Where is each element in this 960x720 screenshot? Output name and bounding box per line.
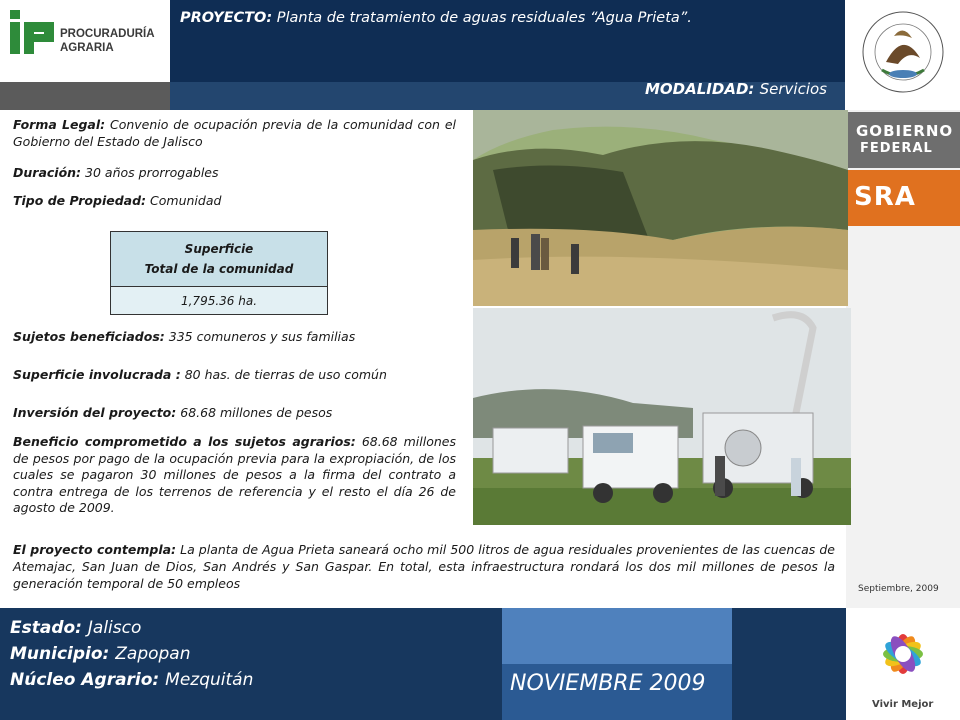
sra-label: SRA (854, 182, 916, 212)
date-note: Septiembre, 2009 (858, 584, 939, 594)
project-value: Planta de tratamiento de aguas residuales “Agua Prieta”. (276, 10, 692, 26)
superficie-value: 80 has. de tierras de uso común (184, 367, 387, 382)
sujetos-value: 335 comuneros y sus familias (168, 329, 356, 344)
superficie-table (110, 231, 328, 315)
gobierno-line1: GOBIERNO (856, 122, 954, 140)
mexico-seal-icon (846, 0, 960, 110)
tipo-value: Comunidad (150, 193, 222, 208)
beneficio-label: Beneficio comprometido a los sujetos agrarios: (13, 434, 356, 449)
forma-legal (13, 117, 456, 150)
estado-label: Estado: (10, 618, 82, 638)
beneficio-value: 68.68 millones de pesos por pago de la ocupación previa para la expropiación, de los cuales se pagaron 30 millones de pesos a la firma del contrato a contra entrega de los terrenos de referencia y el resto el día 26 de agosto de 2009. (13, 434, 456, 515)
inversion-value: 68.68 millones de pesos (180, 405, 333, 420)
logo-band (0, 82, 170, 110)
vivir-mejor-logo (846, 608, 960, 720)
table-head-line1: Superficie (184, 242, 254, 256)
header-bar (170, 0, 845, 110)
gobierno-line2: FEDERAL (860, 141, 933, 156)
sujetos-label: Sujetos beneficiados: (13, 329, 165, 344)
tipo-propiedad (13, 193, 456, 210)
forma-label: Forma Legal: (13, 117, 106, 132)
duracion-label: Duración: (13, 165, 82, 180)
project-label: PROYECTO: (180, 10, 273, 26)
inversion-label: Inversión del proyecto: (13, 405, 177, 420)
table-head-line2: Total de la comunidad (144, 262, 294, 276)
vivir-mejor-flower-icon (846, 608, 960, 698)
logo-text-line1: PROCURADURÍA (60, 28, 155, 40)
mexico-seal (846, 0, 960, 110)
municipio-label: Municipio: (10, 644, 110, 664)
superficie-involucrada (13, 367, 456, 384)
sujetos-beneficiados (13, 329, 456, 346)
tipo-label: Tipo de Propiedad: (13, 193, 147, 208)
duracion-value: 30 años prorrogables (85, 165, 219, 180)
contempla-label: El proyecto contempla: (13, 542, 177, 557)
estado (10, 618, 141, 638)
nucleo-agrario (10, 670, 253, 690)
logo-text-line2: AGRARIA (60, 42, 114, 54)
beneficio (13, 434, 456, 517)
table-header (111, 232, 328, 287)
superficie-label: Superficie involucrada : (13, 367, 181, 382)
modalidad-value: Servicios (759, 80, 827, 98)
forma-value: Convenio de ocupación previa de la comunidad con el Gobierno del Estado de Jalisco (13, 117, 456, 149)
duracion (13, 165, 456, 182)
footer-date: NOVIEMBRE 2009 (510, 671, 706, 696)
hillside-photo (473, 110, 848, 306)
nucleo-label: Núcleo Agrario: (10, 670, 160, 690)
table-value: 1,795.36 ha. (111, 287, 328, 315)
modalidad-label: MODALIDAD: (645, 80, 755, 98)
inversion (13, 405, 456, 422)
municipio-value: Zapopan (115, 644, 191, 664)
proyecto-contempla (13, 541, 835, 592)
trucks-photo (473, 308, 851, 525)
estado-value: Jalisco (87, 618, 142, 638)
gobierno-federal-badge (846, 112, 960, 168)
modalidad (645, 80, 827, 98)
project-title (180, 10, 692, 26)
contempla-value: La planta de Agua Prieta saneará ocho mil 500 litros de agua residuales provenientes de las cuencas de Atemajac, San Juan de Dios, San Andrés y San Gaspar. En total, esta infraestructura rondará los dos mil millones de pesos la generación temporal de 50 empleos (13, 542, 835, 591)
vivir-mejor-label: Vivir Mejor (872, 699, 934, 710)
municipio (10, 644, 191, 664)
nucleo-value: Mezquitán (165, 670, 254, 690)
sra-badge (846, 170, 960, 226)
